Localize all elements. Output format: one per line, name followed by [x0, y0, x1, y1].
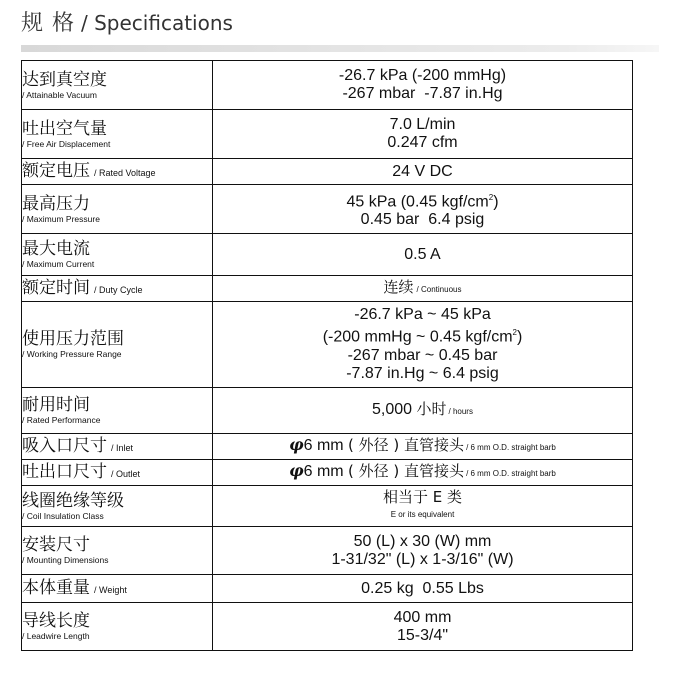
row-label: [22, 185, 213, 234]
table-row: [22, 460, 633, 486]
label-zh: 达到真空度: [22, 69, 107, 90]
value-line: -26.7 kPa (-200 mmHg): [338, 67, 507, 84]
value-line: [213, 324, 632, 346]
value-text: 6 mm: [303, 437, 344, 454]
label-en: / Duty Cycle: [94, 285, 143, 295]
row-value: [213, 434, 633, 460]
row-label: [22, 575, 213, 603]
value-en: E or its equivalent: [390, 510, 455, 519]
row-value: [213, 61, 633, 110]
row-value: [213, 388, 633, 434]
row-value: [213, 234, 633, 276]
superscript: 2: [512, 328, 517, 338]
value-text: ): [493, 193, 499, 211]
table-row: [22, 603, 633, 651]
row-value: [213, 159, 633, 185]
label-en: / Working Pressure Range: [22, 349, 122, 359]
label-en: / Inlet: [111, 443, 134, 453]
row-value: [213, 527, 633, 575]
table-row: [22, 234, 633, 276]
heading-zh: 规 格: [21, 11, 75, 36]
label-en: / Free Air Displacement: [22, 138, 111, 149]
heading-rule: [21, 45, 659, 52]
value-zh: 小时: [416, 400, 447, 418]
label-en: / Maximum Pressure: [22, 213, 100, 224]
table-row: [22, 388, 633, 434]
row-value: [213, 460, 633, 486]
label-en: / Maximum Current: [22, 259, 95, 269]
row-label: [22, 276, 213, 302]
specifications-table: [21, 60, 633, 651]
label-en: / Outlet: [111, 469, 141, 479]
value-en: / Continuous: [416, 285, 462, 294]
row-value: [213, 302, 633, 388]
value-zh: 连续: [383, 278, 414, 296]
table-row: [22, 185, 633, 234]
table-row: [22, 527, 633, 575]
value-text: 6 mm: [303, 463, 344, 480]
value-zh: ( 外径 ) 直管接头: [348, 436, 465, 454]
row-value: [213, 276, 633, 302]
value-line: 24 V DC: [392, 162, 453, 180]
row-label: [22, 388, 213, 434]
value-line: -7.87 in.Hg ~ 6.4 psig: [346, 364, 499, 382]
label-zh: 线圈绝缘等级: [22, 490, 124, 511]
value-text: ): [516, 328, 523, 346]
label-zh: 最高压力: [22, 193, 90, 214]
row-value: [213, 185, 633, 234]
row-label: [22, 434, 213, 460]
label-en: / Mounting Dimensions: [22, 555, 109, 565]
value-line: 50 (L) x 30 (W) mm: [353, 532, 492, 550]
table-row: [22, 159, 633, 185]
row-label: [22, 61, 213, 110]
table-row: [22, 434, 633, 460]
row-label: [22, 110, 213, 159]
label-zh: 安装尺寸: [22, 535, 90, 555]
row-value: [213, 603, 633, 651]
value-line: -267 mbar ~ 0.45 bar: [347, 346, 498, 364]
value-zh: 相当于 E 类: [382, 488, 462, 506]
label-zh: 吸入口尺寸: [22, 436, 107, 456]
row-label: [22, 460, 213, 486]
row-label: [22, 527, 213, 575]
row-label: [22, 159, 213, 185]
table-row: [22, 61, 633, 110]
label-en: / Rated Voltage: [94, 168, 156, 178]
table-row: [22, 302, 633, 388]
row-value: [213, 486, 633, 527]
diameter-symbol: φ: [289, 435, 304, 454]
value-line: 0.45 bar 6.4 psig: [360, 211, 485, 229]
label-en: / Leadwire Length: [22, 631, 90, 641]
table-row: [22, 276, 633, 302]
label-zh: 耐用时间: [22, 395, 90, 415]
diameter-symbol: φ: [289, 461, 304, 480]
label-en: / Coil Insulation Class: [22, 510, 104, 521]
value-en: / 6 mm O.D. straight barb: [466, 443, 556, 452]
label-zh: 额定电压: [22, 161, 90, 181]
label-en: / Attainable Vacuum: [22, 89, 97, 100]
row-label: [22, 486, 213, 527]
row-label: [22, 603, 213, 651]
label-zh: 额定时间: [22, 278, 90, 298]
label-en: / Weight: [94, 585, 127, 595]
row-label: [22, 234, 213, 276]
row-value: [213, 575, 633, 603]
superscript: 2: [488, 192, 494, 202]
value-text: 45 kPa (0.45 kgf/cm: [346, 193, 489, 211]
label-zh: 吐出口尺寸: [22, 462, 107, 482]
value-en: / 6 mm O.D. straight barb: [466, 469, 556, 478]
table-row: [22, 110, 633, 159]
label-zh: 使用压力范围: [22, 329, 124, 349]
value-line: 0.25 kg 0.55 Lbs: [361, 579, 484, 597]
table-row: [22, 575, 633, 603]
label-zh: 吐出空气量: [22, 118, 107, 139]
label-en: / Rated Performance: [22, 415, 101, 425]
value-line: 15-3/4": [396, 626, 449, 644]
row-value: [213, 110, 633, 159]
value-line: 1-31/32" (L) x 1-3/16" (W): [331, 550, 514, 568]
label-zh: 导线长度: [22, 611, 90, 631]
label-zh: 最大电流: [22, 239, 90, 259]
value-line: 0.5 A: [404, 245, 441, 263]
value-line: 400 mm: [393, 608, 452, 626]
value-line: [213, 189, 632, 211]
row-label: [22, 302, 213, 388]
section-heading: [21, 6, 233, 42]
value-en: / hours: [448, 407, 473, 416]
value-line: 0.247 cfm: [387, 134, 458, 151]
table-row: [22, 486, 633, 527]
value-line: -26.7 kPa ~ 45 kPa: [354, 306, 491, 324]
heading-en: / Specifications: [81, 11, 233, 35]
value-number: 5,000: [372, 401, 413, 418]
value-text: (-200 mmHg ~ 0.45 kgf/cm: [322, 328, 513, 346]
value-zh: ( 外径 ) 直管接头: [348, 462, 465, 480]
label-zh: 本体重量: [22, 578, 90, 598]
value-line: 7.0 L/min: [389, 116, 456, 133]
value-line: -267 mbar -7.87 in.Hg: [342, 85, 503, 102]
